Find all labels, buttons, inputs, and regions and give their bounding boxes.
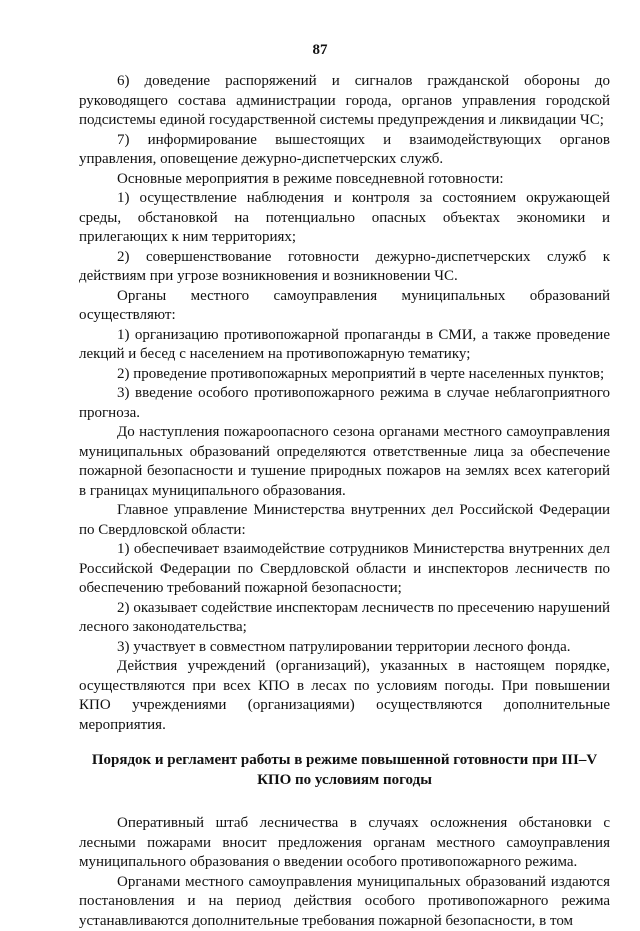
paragraph: 3) введение особого противопожарного режима в случае неблагоприятного прогноза. — [79, 384, 610, 423]
paragraph: До наступления пожароопасного сезона органами местного самоуправления муниципальных образований определяются ответственные лица за обеспечение пожарной безопасности и тушение природных пожаров на землях всех категорий в границах муниципального образования. — [79, 423, 610, 501]
spacer — [79, 790, 610, 814]
section-heading: Порядок и регламент работы в режиме повышенной готовности при III–V КПО по условиям погоды — [79, 751, 610, 790]
paragraph: Органами местного самоуправления муниципальных образований издаются постановления и на период действия особого противопожарного режима устанавливаются дополнительные требования пожарной безопасности, в том — [79, 873, 610, 931]
document-body — [79, 72, 610, 931]
paragraph: 6) доведение распоряжений и сигналов гражданской обороны до руководящего состава администрации города, органов управления городской подсистемы единой государственной системы предупреждения и ликвидации ЧС; — [79, 72, 610, 131]
paragraph: 3) участвует в совместном патрулировании территории лесного фонда. — [79, 638, 610, 658]
paragraph: 1) организацию противопожарной пропаганды в СМИ, а также проведение лекций и бесед с населением на противопожарную тематику; — [79, 326, 610, 365]
paragraph: Действия учреждений (организаций), указанных в настоящем порядке, осуществляются при всех КПО в лесах по условиям погоды. При повышении КПО учреждениями (организациями) осуществляются дополнительные мероприятия. — [79, 657, 610, 735]
paragraph: Органы местного самоуправления муниципальных образований осуществляют: — [79, 287, 610, 326]
paragraph: 2) проведение противопожарных мероприятий в черте населенных пунктов; — [79, 365, 610, 385]
paragraph: Главное управление Министерства внутренних дел Российской Федерации по Свердловской области: — [79, 501, 610, 540]
paragraph: 1) осуществление наблюдения и контроля за состоянием окружающей среды, обстановкой на потенциально опасных объектах экономики и прилегающих к ним территориях; — [79, 189, 610, 248]
paragraph: 2) оказывает содействие инспекторам лесничеств по пресечению нарушений лесного законодательства; — [79, 599, 610, 638]
page-number: 87 — [0, 42, 640, 59]
paragraph: Основные мероприятия в режиме повседневной готовности: — [79, 170, 610, 190]
paragraph: 1) обеспечивает взаимодействие сотрудников Министерства внутренних дел Российской Федерации по Свердловской области и инспекторов лесничеств по обеспечению требований пожарной безопасности; — [79, 540, 610, 599]
paragraph: 2) совершенствование готовности дежурно-диспетчерских служб к действиям при угрозе возникновения и возникновении ЧС. — [79, 248, 610, 287]
paragraph: 7) информирование вышестоящих и взаимодействующих органов управления, оповещение дежурно-диспетчерских служб. — [79, 131, 610, 170]
paragraph: Оперативный штаб лесничества в случаях осложнения обстановки с лесными пожарами вносит предложения органам местного самоуправления муниципального образования о введении особого противопожарного режима. — [79, 814, 610, 873]
